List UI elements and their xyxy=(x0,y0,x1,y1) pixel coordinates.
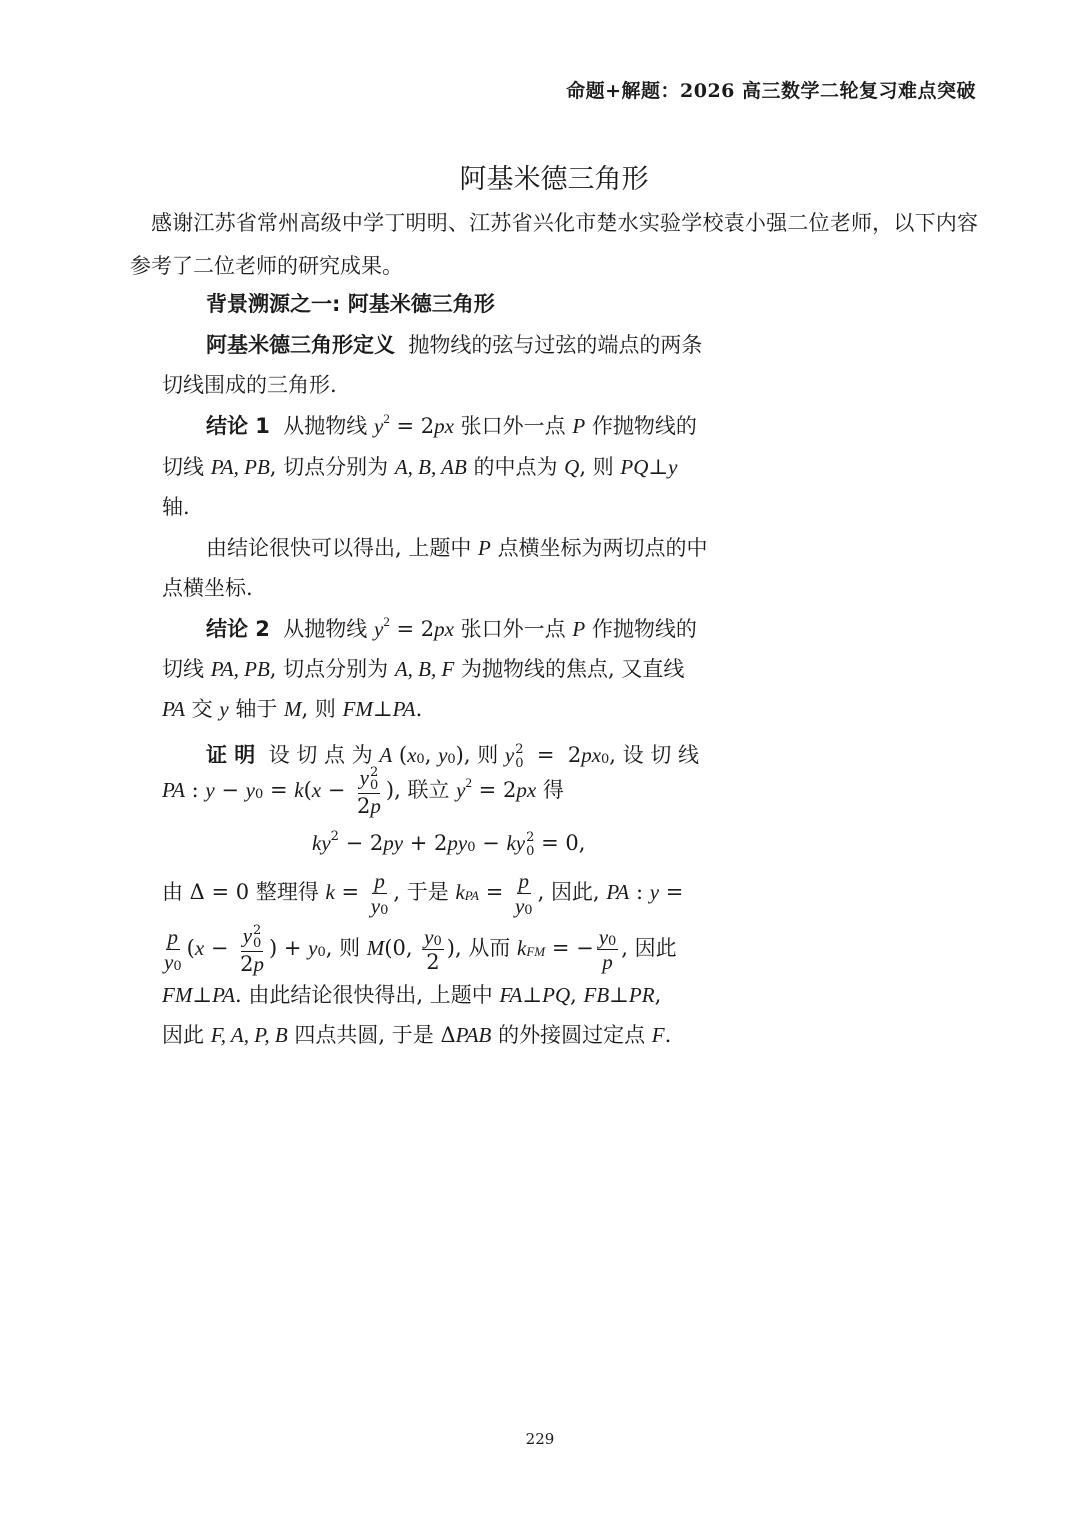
conclusion-2-label: 结论 2 xyxy=(206,617,270,641)
definition-label: 阿基米德三角形定义 xyxy=(206,333,395,357)
conclusion-2-line-3: PA 交 y 轴于 M, 则 FM⊥PA. xyxy=(162,697,423,721)
proof-line-2: PA : $y - y_0 = k(x$ − y 2 0 2p ), 联立 $y^2 = 2px$ 得 xyxy=(162,765,564,819)
conclusion-1-line-2: 切线 PA, PB, 切点分别为 A, B, AB 的中点为 Q, 则 PQ⊥y xyxy=(162,455,678,479)
proof-line-4: $\frac{p}{y_0}$ (x − y 2 0 2p ) + $y_0$, 则 M(0, $\frac{y_0}{2}$ ), 从而 $k_{FM}$ = − $\frac{y_0}{p}$ , 因此 xyxy=(164,923,677,977)
section-heading: 背景溯源之一: 阿基米德三角形 xyxy=(206,292,495,316)
conclusion-1-line-3: 轴. xyxy=(162,495,190,519)
note-line-2: 点横坐标. xyxy=(162,576,253,600)
conclusion-2-line-2: 切线 PA, PB, 切点分别为 A, B, F 为抛物线的焦点, 又直线 xyxy=(162,657,685,681)
note-line-1: 由结论很快可以得出, 上题中 P 点横坐标为两切点的中 xyxy=(206,536,708,560)
proof-equation: $ky^2 - 2py + 2py_0$ − ky 2 0 = 0, xyxy=(312,829,586,859)
running-header: 命题+解题：2026 高三数学二轮复习难点突破 xyxy=(566,80,976,102)
proof-line-1: 证 明 设 切 点 为 A ($x_0$, $y_0$), 则 y 2 0 = $2px_0$, 设 切 线 xyxy=(206,742,700,771)
conclusion-1-line-1: 结论 1 从抛物线 $y^2 = 2px$ 张口外一点 P 作抛物线的 xyxy=(206,411,697,438)
definition-line: 阿基米德三角形定义 抛物线的弦与过弦的端点的两条 xyxy=(206,333,703,357)
page-number: 229 xyxy=(525,1430,555,1448)
intro-paragraph: 感谢江苏省常州高级中学丁明明、江苏省兴化市楚水实验学校袁小强二位老师，以下内容参考了二位老师的研究成果。 xyxy=(130,211,978,278)
conclusion-1-label: 结论 1 xyxy=(206,414,270,438)
proof-line-3: 由 Δ = 0 整理得 k = $\frac{p}{y_0}$ , 于是 $k_{PA}$ = $\frac{p}{y_0}$ , 因此, PA : y = xyxy=(162,869,684,919)
proof-label: 证 明 xyxy=(206,743,256,767)
page-title: 阿基米德三角形 xyxy=(459,164,649,195)
proof-line-5: FM⊥PA. 由此结论很快得出, 上题中 FA⊥PQ, FB⊥PR, xyxy=(162,983,662,1007)
conclusion-2-line-1: 结论 2 从抛物线 $y^2 = 2px$ 张口外一点 P 作抛物线的 xyxy=(206,614,697,641)
definition-cont: 切线围成的三角形. xyxy=(162,373,337,397)
proof-line-6: 因此 F, A, P, B 四点共圆, 于是 ΔPAB 的外接圆过定点 F. xyxy=(162,1023,672,1047)
